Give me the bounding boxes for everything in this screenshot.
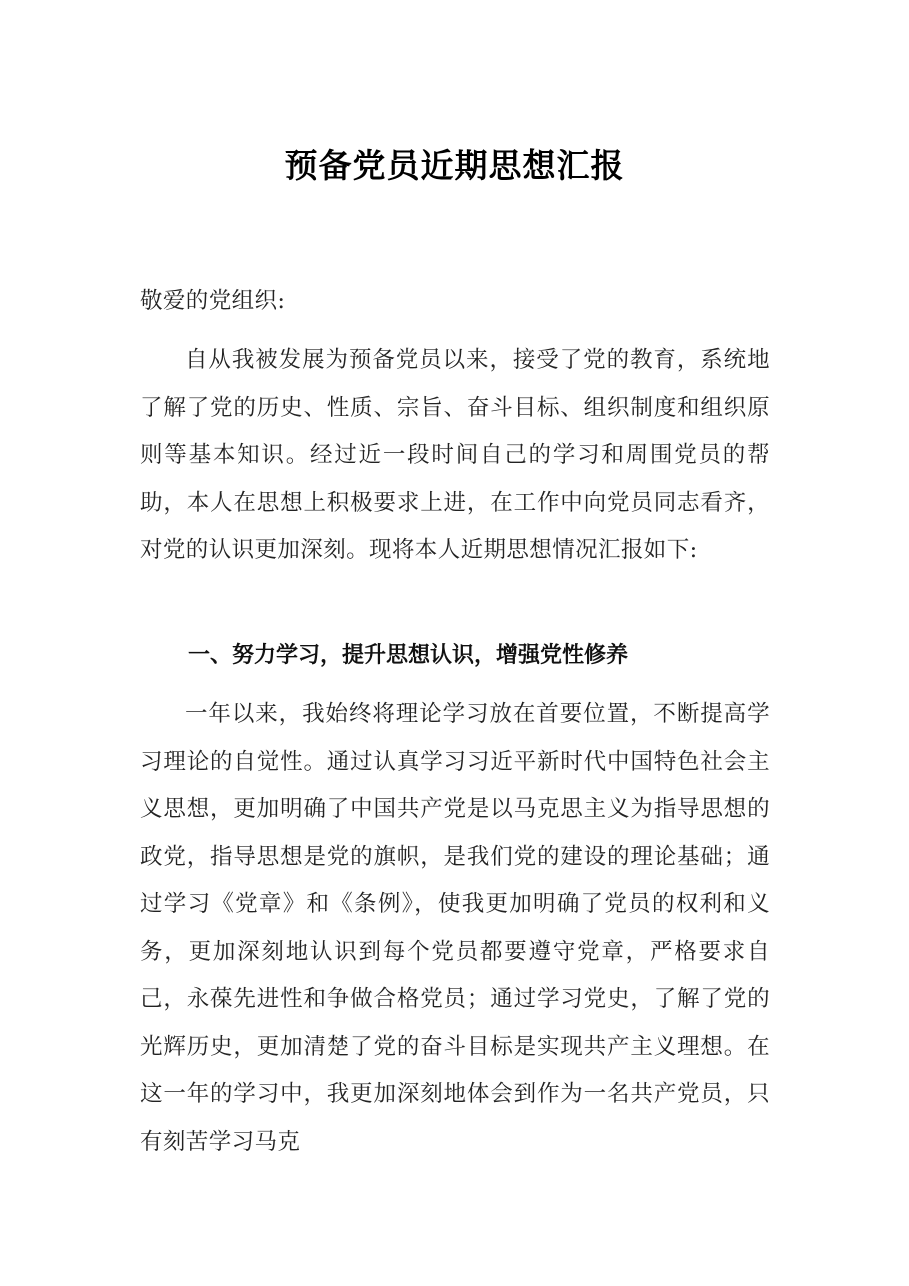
document-title: 预备党员近期思想汇报 [284, 146, 625, 185]
salutation: 敬爱的党组织: [140, 288, 286, 314]
section-heading: 一、努力学习，提升思想认识，增强党性修养 [188, 643, 629, 668]
paragraph-study: 一年以来，我始终将理论学习放在首要位置，不断提高学习理论的自觉性。通过认真学习习近平新时代中国特色社会主义思想，更加明确了中国共产党是以马克思主义为指导思想的政党，指导思想是党的旗帜，是我们党的建设的理论基础；通过学习《党章》和《条例》，使我更加明确了党员的权利和义务，更加深刻地认识到每个党员都要遵守党章，严格要求自己，永葆先进性和争做合格党员；通过学习党史，了解了党的光辉历史，更加清楚了党的奋斗目标是实现共产主义理想。在这一年的学习中，我更加深刻地体会到作为一名共产党员，只有刻苦学习马克 [140, 701, 770, 1155]
paragraph-intro: 自从我被发展为预备党员以来，接受了党的教育，系统地了解了党的历史、性质、宗旨、奋斗目标、组织制度和组织原则等基本知识。经过近一段时间自己的学习和周围党员的帮助，本人在思想上积极要求上进，在工作中向党员同志看齐，对党的认识更加深刻。现将本人近期思想情况汇报如下: [140, 347, 770, 563]
